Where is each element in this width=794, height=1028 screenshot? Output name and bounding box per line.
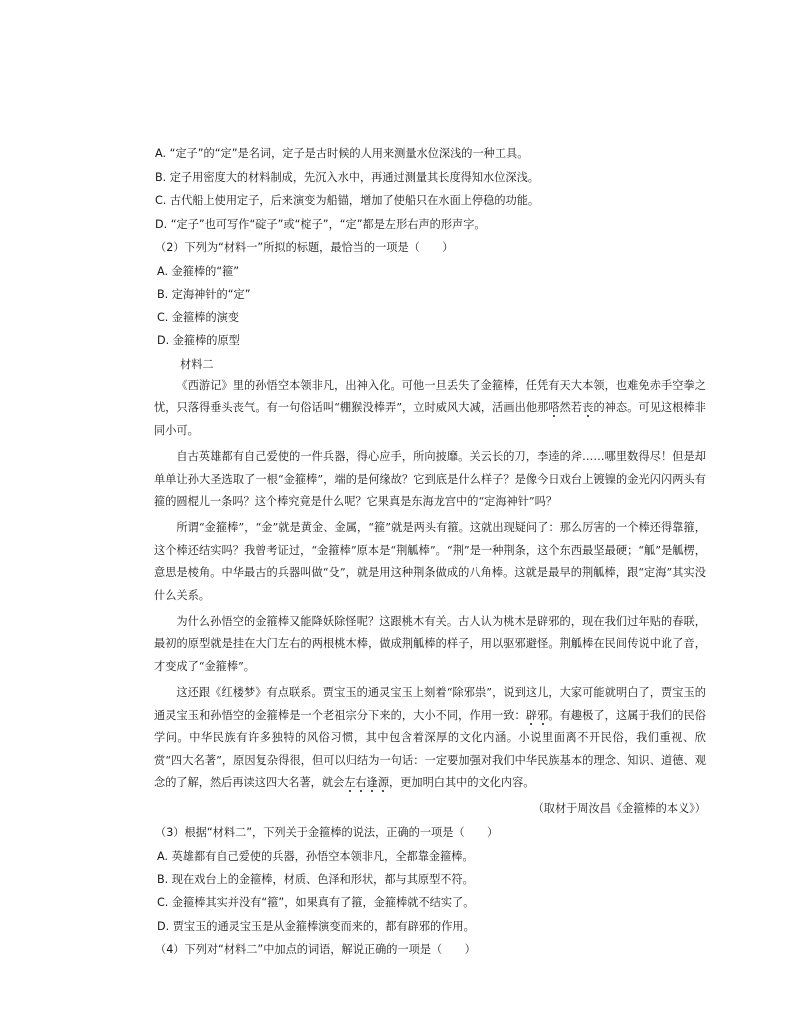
emphasis-dot-char: 源 xyxy=(377,775,390,789)
q3-option-c: C. 金箍棒其实并没有“箍”，如果真有了箍，金箍棒就不结实了。 xyxy=(157,896,475,909)
q3-option-d: D. 贾宝玉的通灵宝玉是从金箍棒演变而来的，都有辟邪的作用。 xyxy=(157,920,475,933)
material-2-paragraph-3: 所谓“金箍棒”，“金”就是黄金、金属，“箍”就是两头有箍。这就出现疑问了：那么厉害的一个棒还得靠箍，这个棒还结实吗？我曾考证过，“金箍棒”原本是“荆觚棒”。“荆”是一种荆条，这个东西最坚最硬；“觚”是觚楞，意思是棱角。中华最古的兵器叫做“殳”，就是用这种荆条做成的八角棒。这就是最早的荆觚棒，跟“定海”其实没什么关系。 xyxy=(154,521,706,602)
q1-option-b: B. 定子用密度大的材料制成，先沉入水中，再通过测量其长度得知水位深浅。 xyxy=(155,171,539,184)
material-2-paragraph-5: 这还跟《红楼梦》有点联系。贾宝玉的通灵宝玉上刻着“除邪祟”，说到这儿，大家可能就明白了，贾宝玉的通灵宝玉和孙悟空的金箍棒是一个老祖宗分下来的，大小不同，作用一致：辟邪。有趣极了，这属于我们的民俗学问。中华民族有许多独特的风俗习惯，其中包含着深厚的文化内涵。小说里面离不开民俗，我们重视、欣赏“四大名著”，原因复杂得很，但可以归结为一句话：一定要加强对我们中华民族基本的理念、知识、道德、观念的了解，然后再读这四大名著，就会左右逢源，更加明白其中的文化内容。 xyxy=(154,686,706,789)
emphasis-dot-char: 丧 xyxy=(582,401,594,415)
material-2-paragraph-1: 《西游记》里的孙悟空本领非凡，出神入化。可他一旦丢失了金箍棒，任凭有天大本领，也难免赤手空拳之忧，只落得垂头丧气。有一句俗话叫“棚猴没棒弄”，立时威风大减，活画出他那嗒然若丧的神态。可见这根棒非同小可。 xyxy=(154,379,706,437)
q3-stem: （3）根据“材料二”，下列关于金箍棒的说法，正确的一项是（ ） xyxy=(155,826,499,839)
emphasis-dot-char: 左 xyxy=(344,775,356,789)
emphasis-dot-char: 邪 xyxy=(537,708,549,722)
emphasis-dot-char: 嗒 xyxy=(548,401,560,415)
emphasis-dot-char: 右 xyxy=(355,775,367,789)
q1-option-a: A. “定子”的“定”是名词，定子是古时候的人用来测量水位深浅的一种工具。 xyxy=(155,147,529,160)
q4-stem: （4）下列对“材料二”中加点的词语，解说正确的一项是（ ） xyxy=(155,943,476,956)
q1-option-c: C. 古代船上使用定子，后来演变为船锚，增加了使船只在水面上停稳的功能。 xyxy=(155,194,540,207)
emphasis-dot-char: 逢 xyxy=(366,775,378,789)
q3-option-b: B. 现在戏台上的金箍棒，材质、色泽和形状，都与其原型不符。 xyxy=(157,873,474,886)
q2-option-b: B. 定海神针的“定” xyxy=(157,288,251,301)
material-2-paragraph-4: 为什么孙悟空的金箍棒又能降妖除怪呢？这跟桃木有关。古人认为桃木是辟邪的，现在我们过年贴的春联，最初的原型就是挂在大门左右的两根桃木棒，做成荆觚棒的样子，用以驱邪避怪。荆觚棒在民间传说中讹了音，才变成了“金箍棒”。 xyxy=(154,615,706,673)
q2-option-c: C. 金箍棒的演变 xyxy=(157,311,240,324)
q2-option-a: A. 金箍棒的“箍” xyxy=(157,265,240,278)
q1-option-d: D. “定子”也可写作“碇子”或“椗子”，“定”都是左形右声的形声字。 xyxy=(155,218,486,231)
material-2-paragraph-2: 自古英雄都有自己爱使的一件兵器，得心应手，所向披靡。关云长的刀，李逵的斧……哪里数得尽！但是却单单让孙大圣选取了一根“金箍棒”，端的是何缘故？它到底是什么样子？是像今日戏台上镀镍的金光闪闪两头有箍的圆棍儿一条吗？这个棒究竟是什么呢？它果真是东海龙宫中的“定海神针”吗？ xyxy=(154,450,706,509)
q2-stem: （2）下列为“材料一”所拟的标题，最恰当的一项是（ ） xyxy=(155,241,454,254)
q2-option-d: D. 金箍棒的原型 xyxy=(157,334,240,347)
material-2-heading: 材料二 xyxy=(180,358,214,371)
q3-option-a: A. 英雄都有自己爱使的兵器，孙悟空本领非凡，全都靠金箍棒。 xyxy=(157,850,474,863)
material-2-source: （取材于周汝昌《金箍棒的本义》） xyxy=(532,802,706,815)
emphasis-dot-char: 辟 xyxy=(525,708,538,722)
